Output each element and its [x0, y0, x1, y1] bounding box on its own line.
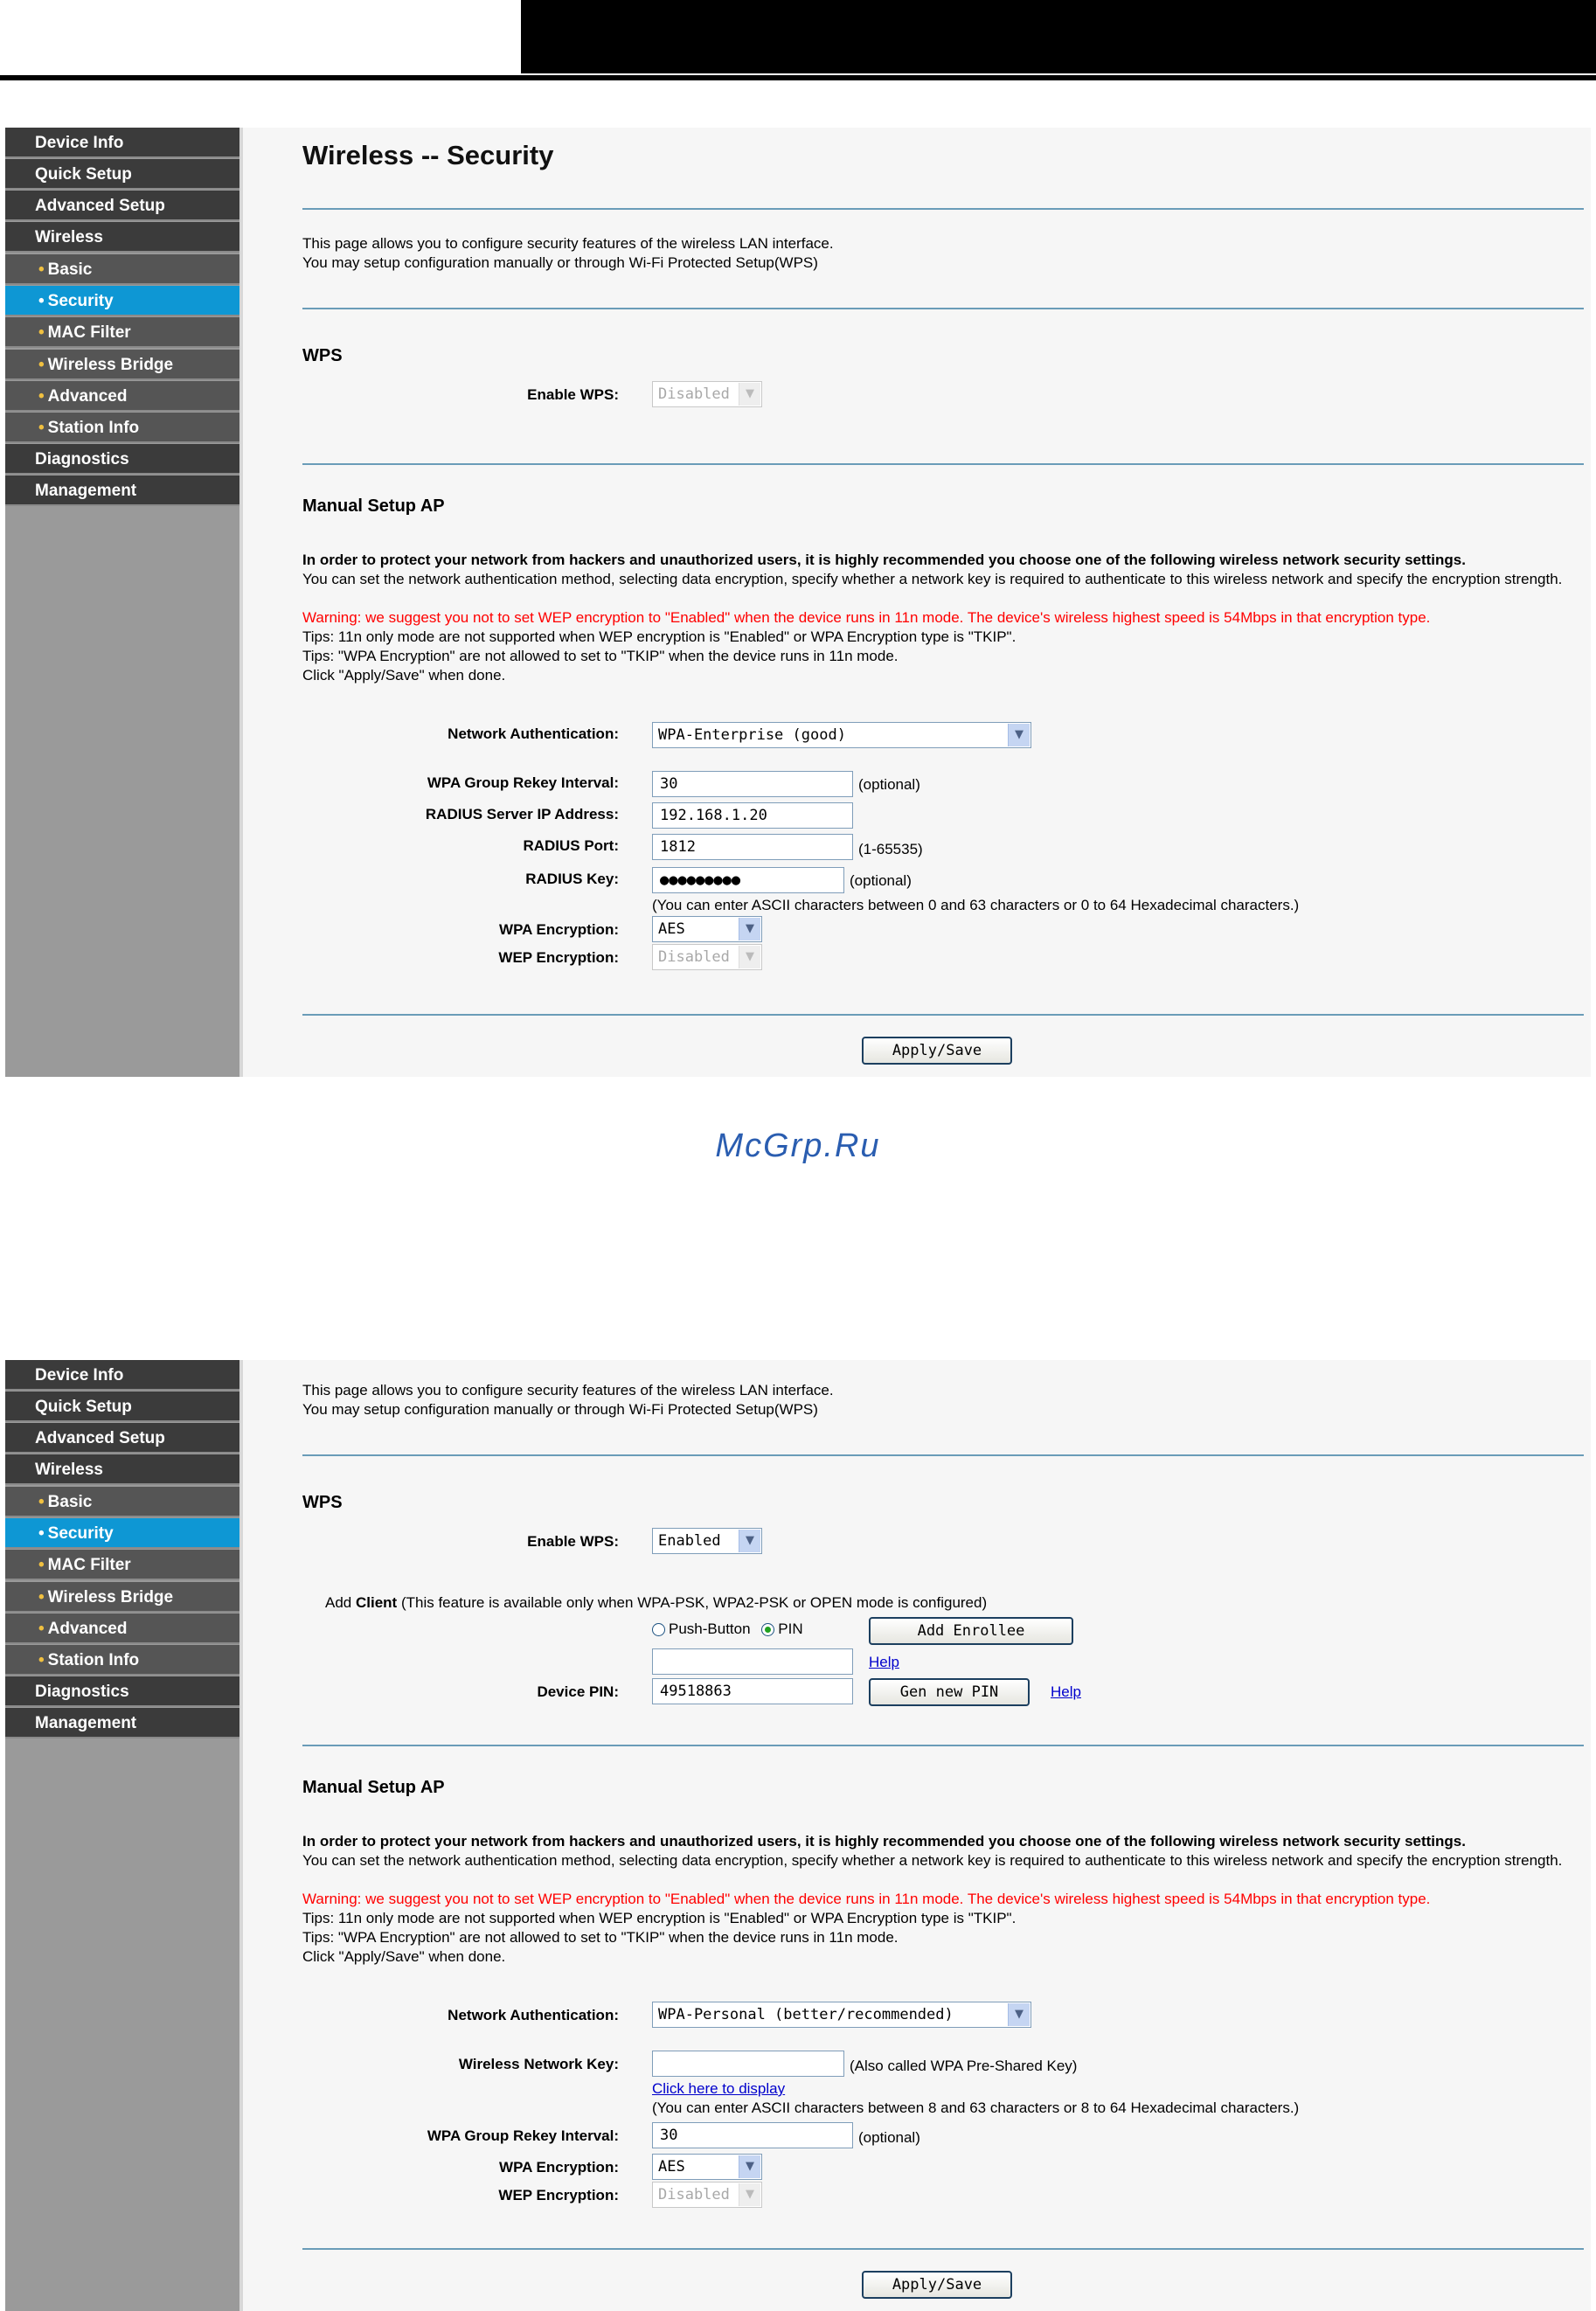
network-auth-select[interactable] — [652, 2002, 1031, 2028]
network-key-note: (Also called WPA Pre-Shared Key) — [850, 2058, 1078, 2074]
network-auth-label: Network Authentication: — [448, 2007, 619, 2023]
device-pin-label: Device PIN: — [537, 1683, 619, 1700]
sidebar-edge — [239, 128, 243, 1077]
nav-wireless-bridge[interactable] — [5, 1582, 239, 1613]
radius-ip-input[interactable]: 192.168.1.20 — [652, 802, 853, 829]
nav-label: Basic — [47, 260, 93, 279]
bullet-icon: • — [38, 387, 45, 406]
wep-encryption-select[interactable] — [652, 944, 762, 970]
rekey-optional-note: (optional) — [858, 2129, 920, 2146]
nav-wireless-bridge[interactable] — [5, 350, 239, 380]
divider — [302, 308, 1584, 309]
client-pin-input[interactable] — [652, 1648, 853, 1675]
radius-ip-label: RADIUS Server IP Address: — [425, 806, 619, 822]
bullet-icon: • — [38, 419, 45, 437]
divider — [302, 208, 1584, 210]
nav-label: MAC Filter — [47, 1556, 131, 1574]
apply-save-button[interactable]: Apply/Save — [862, 2271, 1012, 2299]
rekey-label: WPA Group Rekey Interval: — [427, 2127, 619, 2144]
push-button-radio[interactable] — [652, 1623, 665, 1636]
nav-label: Wireless Bridge — [47, 1588, 174, 1607]
chevron-down-icon: ▼ — [739, 2183, 760, 2206]
sidebar-edge — [239, 1360, 243, 2311]
chevron-down-icon: ▼ — [739, 1530, 760, 1552]
bullet-icon: • — [38, 1493, 45, 1511]
enable-wps-select[interactable] — [652, 381, 762, 407]
apply-save-button[interactable]: Apply/Save — [862, 1037, 1012, 1065]
intro-line-1: This page allows you to configure security features of the wireless LAN interface. — [302, 235, 834, 252]
wpa-encryption-value: AES — [658, 2158, 685, 2176]
add-client-text — [325, 1594, 987, 1612]
nav-device-info[interactable]: Device Info — [5, 1360, 239, 1391]
wpa-encryption-select[interactable] — [652, 2154, 762, 2180]
nav-diagnostics[interactable]: Diagnostics — [5, 1676, 239, 1707]
explain-text: You can set the network authentication method, selecting data encryption, specify whether a network key is required to authenticate to this wireless network and specify the encryption strength. — [302, 571, 1563, 587]
divider — [302, 463, 1584, 465]
manual-setup-title: Manual Setup AP — [302, 1778, 445, 1797]
network-auth-select[interactable] — [652, 722, 1031, 748]
nav-label: Advanced — [47, 1620, 128, 1638]
nav-diagnostics[interactable]: Diagnostics — [5, 444, 239, 475]
intro-line-2: You may setup configuration manually or through Wi-Fi Protected Setup(WPS) — [302, 1401, 818, 1418]
device-pin-help-link[interactable]: Help — [1051, 1683, 1081, 1700]
intro-line-1: This page allows you to configure security features of the wireless LAN interface. — [302, 1382, 834, 1398]
tip-1: Tips: 11n only mode are not supported when WEP encryption is "Enabled" or WPA Encryption type is "TKIP". — [302, 628, 1017, 645]
nav-management[interactable]: Management — [5, 475, 239, 506]
radius-port-input[interactable]: 1812 — [652, 834, 853, 860]
recommend-text: In order to protect your network from hackers and unauthorized users, it is highly recommended you choose one of the following wireless network security settings. — [302, 552, 1466, 568]
wep-encryption-select[interactable] — [652, 2182, 762, 2208]
sidebar — [5, 128, 239, 1077]
nav-label: Security — [47, 292, 114, 310]
nav-wireless-security[interactable] — [5, 286, 239, 316]
wps-section-title: WPS — [302, 1493, 343, 1512]
warning-text: Warning: we suggest you not to set WEP encryption to "Enabled" when the device runs in 11n mode. The device's wireless highest speed is 54Mbps in that encryption type. — [302, 609, 1431, 626]
network-key-input[interactable] — [652, 2051, 844, 2077]
push-button-label: Push-Button — [669, 1620, 751, 1637]
main-content — [250, 128, 1591, 1077]
divider — [302, 1454, 1584, 1456]
nav-advanced-setup[interactable]: Advanced Setup — [5, 191, 239, 221]
nav-device-info[interactable]: Device Info — [5, 128, 239, 158]
network-key-rule: (You can enter ASCII characters between 8 and 63 characters or 8 to 64 Hexadecimal characters.) — [652, 2099, 1300, 2116]
bullet-icon: • — [38, 1620, 45, 1638]
tip-3: Click "Apply/Save" when done. — [302, 667, 506, 684]
wep-encryption-label: WEP Encryption: — [498, 2187, 619, 2203]
manual-setup-title: Manual Setup AP — [302, 496, 445, 516]
radius-key-input[interactable]: ●●●●●●●●● — [652, 867, 844, 893]
nav-quick-setup[interactable]: Quick Setup — [5, 1391, 239, 1422]
network-auth-value: WPA-Personal (better/recommended) — [658, 2006, 954, 2023]
nav-label: MAC Filter — [47, 323, 131, 342]
enable-wps-select[interactable] — [652, 1528, 762, 1554]
wpa-encryption-label: WPA Encryption: — [499, 2159, 619, 2176]
wep-encryption-label: WEP Encryption: — [498, 949, 619, 966]
add-client-prefix: Add — [325, 1594, 356, 1611]
nav-wireless-basic[interactable] — [5, 1487, 239, 1517]
chevron-down-icon: ▼ — [1008, 2003, 1030, 2026]
tip-3: Click "Apply/Save" when done. — [302, 1948, 506, 1965]
enable-wps-label: Enable WPS: — [527, 386, 619, 403]
device-pin-input[interactable]: 49518863 — [652, 1678, 853, 1704]
nav-quick-setup[interactable]: Quick Setup — [5, 159, 239, 190]
nav-label: Station Info — [47, 419, 140, 437]
nav-label: Wireless Bridge — [47, 356, 174, 374]
screenshot-wpa-enterprise — [5, 128, 1591, 1077]
watermark: McGrp.Ru — [715, 1128, 881, 1164]
bullet-icon: • — [38, 1556, 45, 1574]
divider — [302, 1014, 1584, 1016]
recommend-text: In order to protect your network from hackers and unauthorized users, it is highly recommended you choose one of the following wireless network security settings. — [302, 1833, 1466, 1849]
screenshot-wpa-personal — [5, 1360, 1591, 2311]
add-client-bold: Client — [355, 1594, 398, 1611]
nav-wireless-mac-filter[interactable] — [5, 317, 239, 348]
wep-encryption-value: Disabled — [658, 2186, 730, 2203]
pin-help-link[interactable]: Help — [869, 1654, 899, 1670]
gen-new-pin-button[interactable]: Gen new PIN — [869, 1678, 1030, 1706]
chevron-down-icon: ▼ — [1008, 724, 1030, 746]
network-auth-label: Network Authentication: — [448, 725, 619, 742]
nav-wireless[interactable]: Wireless — [5, 1454, 239, 1485]
wps-method-radios — [652, 1620, 803, 1638]
radius-key-optional: (optional) — [850, 872, 912, 889]
page-title: Wireless -- Security — [302, 140, 554, 170]
rekey-label: WPA Group Rekey Interval: — [427, 774, 619, 791]
enable-wps-value: Disabled — [658, 385, 730, 403]
network-auth-value: WPA-Enterprise (good) — [658, 726, 846, 744]
nav-label: Basic — [47, 1493, 93, 1511]
nav-label: Station Info — [47, 1651, 140, 1669]
bullet-icon: • — [38, 1651, 45, 1669]
chevron-down-icon: ▼ — [739, 2155, 760, 2178]
rekey-optional-note: (optional) — [858, 776, 920, 793]
warning-text: Warning: we suggest you not to set WEP encryption to "Enabled" when the device runs in 11n mode. The device's wireless highest speed is 54Mbps in that encryption type. — [302, 1891, 1431, 1907]
rekey-input[interactable]: 30 — [652, 2122, 853, 2148]
chevron-down-icon: ▼ — [739, 946, 760, 968]
chevron-down-icon: ▼ — [739, 918, 760, 940]
nav-wireless-mac-filter[interactable] — [5, 1550, 239, 1580]
pin-radio[interactable] — [761, 1623, 774, 1636]
nav-management[interactable]: Management — [5, 1708, 239, 1738]
nav-label: Advanced — [47, 387, 128, 406]
divider — [302, 1745, 1584, 1746]
add-client-suffix: (This feature is available only when WPA-PSK, WPA2-PSK or OPEN mode is configured) — [397, 1594, 988, 1611]
wpa-encryption-label: WPA Encryption: — [499, 921, 619, 938]
explain-text: You can set the network authentication method, selecting data encryption, specify whether a network key is required to authenticate to this wireless network and specify the encryption strength. — [302, 1852, 1563, 1869]
radius-port-range: (1-65535) — [858, 841, 923, 857]
nav-wireless-advanced[interactable] — [5, 1614, 239, 1644]
radius-port-label: RADIUS Port: — [523, 837, 619, 854]
nav-advanced-setup[interactable]: Advanced Setup — [5, 1423, 239, 1454]
tip-1: Tips: 11n only mode are not supported when WEP encryption is "Enabled" or WPA Encryption type is "TKIP". — [302, 1910, 1017, 1926]
radius-key-hint: (You can enter ASCII characters between 0 and 63 characters or 0 to 64 Hexadecimal characters.) — [652, 897, 1300, 913]
nav-wireless-security[interactable] — [5, 1518, 239, 1549]
nav-wireless[interactable]: Wireless — [5, 222, 239, 253]
bullet-icon: • — [38, 1588, 45, 1607]
rekey-input[interactable]: 30 — [652, 771, 853, 797]
radius-key-label: RADIUS Key: — [525, 871, 619, 887]
nav-wireless-station-info[interactable] — [5, 413, 239, 443]
click-to-display-link[interactable]: Click here to display — [652, 2080, 786, 2097]
chevron-down-icon: ▼ — [739, 383, 760, 406]
header-black-bar — [521, 0, 1596, 73]
bullet-icon: • — [38, 356, 45, 374]
wpa-encryption-value: AES — [658, 920, 685, 938]
enable-wps-label: Enable WPS: — [527, 1533, 619, 1550]
nav-label: Security — [47, 1524, 114, 1543]
network-key-label: Wireless Network Key: — [458, 2056, 619, 2072]
header-rule — [0, 75, 1596, 80]
intro-line-2: You may setup configuration manually or through Wi-Fi Protected Setup(WPS) — [302, 254, 818, 271]
pin-label: PIN — [778, 1620, 803, 1637]
bullet-icon: • — [38, 1524, 45, 1543]
add-enrollee-button[interactable]: Add Enrollee — [869, 1617, 1073, 1645]
nav-wireless-station-info[interactable] — [5, 1645, 239, 1676]
bullet-icon: • — [38, 323, 45, 342]
divider — [302, 2248, 1584, 2250]
wps-section-title: WPS — [302, 346, 343, 365]
sidebar — [5, 1360, 239, 2311]
enable-wps-value: Enabled — [658, 1532, 721, 1550]
main-content — [250, 1360, 1591, 2311]
nav-wireless-advanced[interactable] — [5, 381, 239, 412]
tip-2: Tips: "WPA Encryption" are not allowed to set to "TKIP" when the device runs in 11n mode. — [302, 648, 899, 664]
tip-2: Tips: "WPA Encryption" are not allowed to set to "TKIP" when the device runs in 11n mode. — [302, 1929, 899, 1946]
wpa-encryption-select[interactable] — [652, 916, 762, 942]
bullet-icon: • — [38, 260, 45, 279]
wep-encryption-value: Disabled — [658, 948, 730, 966]
nav-wireless-basic[interactable] — [5, 254, 239, 285]
bullet-icon: • — [38, 292, 45, 310]
